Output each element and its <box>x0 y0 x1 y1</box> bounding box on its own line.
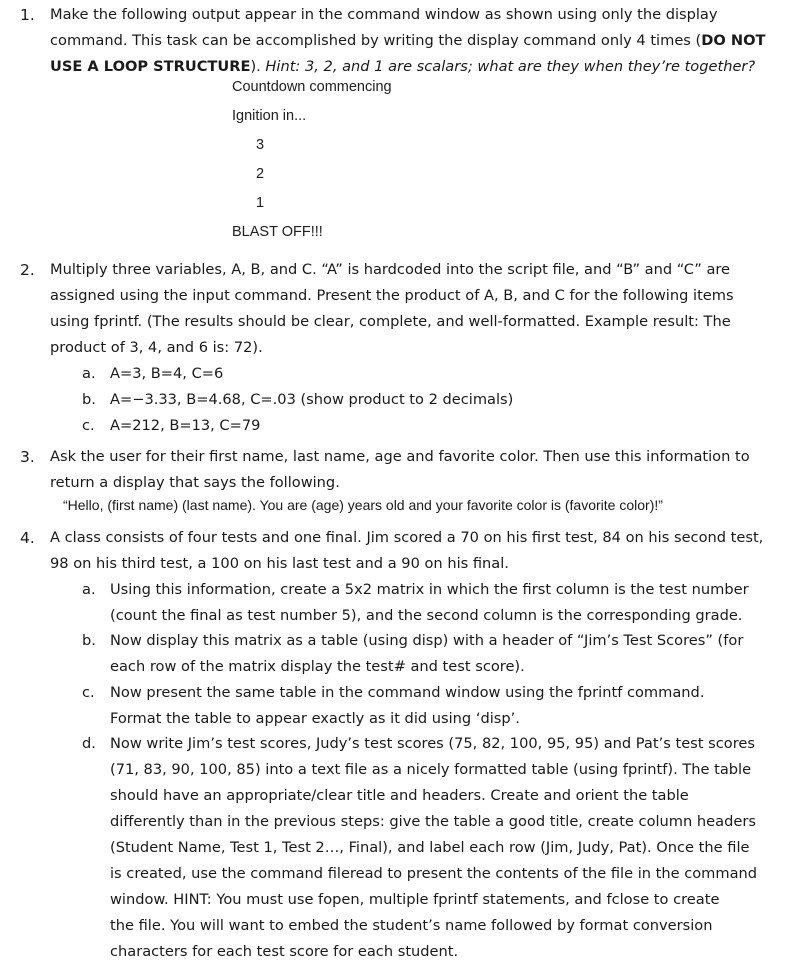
text-line: Now present the same table in the command window using the fprintf command. <box>110 684 705 701</box>
subitem-letter: a. <box>82 365 96 382</box>
subitem-letter: b. <box>82 632 96 649</box>
text-span: ). <box>250 58 261 75</box>
subitem-letter: a. <box>82 581 96 598</box>
countdown-line: Countdown commencing <box>232 79 392 95</box>
bold-text: USE A LOOP STRUCTURE <box>50 58 251 75</box>
question-text <box>50 525 785 577</box>
text-line: should have an appropriate/clear title and headers. Create and orient the table <box>110 787 689 804</box>
subitem-letter: c. <box>82 684 95 701</box>
question-number: 4. <box>20 529 35 547</box>
question-number: 1. <box>20 6 35 24</box>
text-line <box>50 28 785 54</box>
countdown-line: 3 <box>256 137 265 153</box>
countdown-line: 1 <box>256 195 265 211</box>
quote-text: “Hello, (first name) (last name). You are (age) years old and your favorite color is (favorite color)!” <box>63 497 663 513</box>
subitem-text <box>110 577 780 629</box>
text-line: (71, 83, 90, 100, 85) into a text file as a nicely formatted table (using fprintf). The table <box>110 761 752 778</box>
text-line: Now display this matrix as a table (using disp) with a header of “Jim’s Test Scores” (for <box>110 632 744 649</box>
text-line: assigned using the input command. Present the product of A, B, and C for the following items <box>50 287 734 304</box>
text-line: Using this information, create a 5x2 matrix in which the first column is the test number <box>110 581 749 598</box>
text-line: (Student Name, Test 1, Test 2…, Final), and label each row (Jim, Judy, Pat). Once the file <box>110 839 750 856</box>
text-line: each row of the matrix display the test# and test score). <box>110 658 525 675</box>
text-line: using fprintf. (The results should be clear, complete, and well-formatted. Example result: The <box>50 313 731 330</box>
text-line: product of 3, 4, and 6 is: 72). <box>50 339 263 356</box>
subitem-text: A=−3.33, B=4.68, C=.03 (show product to 2 decimals) <box>110 391 514 408</box>
text-line: characters for each test score for each student. <box>110 943 459 960</box>
text-line <box>50 54 785 80</box>
text-line: Ask the user for their first name, last name, age and favorite color. Then use this information to <box>50 448 750 465</box>
subitem-letter: b. <box>82 391 96 408</box>
bold-text: DO NOT <box>701 32 766 49</box>
subitem-text: A=212, B=13, C=79 <box>110 417 261 434</box>
question-text <box>50 257 785 361</box>
subitem-text: A=3, B=4, C=6 <box>110 365 224 382</box>
question-text <box>50 2 785 80</box>
text-line: Now write Jim’s test scores, Judy’s test scores (75, 82, 100, 95, 95) and Pat’s test scores <box>110 735 755 752</box>
subitem-text <box>110 628 780 680</box>
subitem-text <box>110 680 780 732</box>
countdown-line: Ignition in... <box>232 108 307 124</box>
question-text <box>50 444 785 496</box>
subitem-letter: c. <box>82 417 95 434</box>
text-line: 98 on his third test, a 100 on his last test and a 90 on his final. <box>50 555 509 572</box>
hint-text: Hint: 3, 2, and 1 are scalars; what are they when they’re together? <box>265 58 756 75</box>
text-line: the file. You will want to embed the student’s name followed by format conversion <box>110 917 713 934</box>
text-line: A class consists of four tests and one final. Jim scored a 70 on his first test, 84 on his second test, <box>50 529 764 546</box>
text-line: return a display that says the following. <box>50 474 340 491</box>
text-line: differently than in the previous steps: give the table a good title, create column headers <box>110 813 756 830</box>
subitem-text <box>110 731 780 965</box>
text-line: (count the final as test number 5), and the second column is the corresponding grade. <box>110 607 743 624</box>
text-line: is created, use the command fileread to present the contents of the file in the command <box>110 865 758 882</box>
question-number: 2. <box>20 261 35 279</box>
text-line: window. HINT: You must use fopen, multiple fprintf statements, and fclose to create <box>110 891 720 908</box>
text-line: Format the table to appear exactly as it did using ‘disp’. <box>110 710 520 727</box>
subitem-letter: d. <box>82 735 96 752</box>
text-span: command. This task can be accomplished by writing the display command only 4 times ( <box>50 32 702 49</box>
countdown-line: BLAST OFF!!! <box>232 224 323 240</box>
question-number: 3. <box>20 448 35 466</box>
text-line: Multiply three variables, A, B, and C. “A” is hardcoded into the script file, and “B” and “C” are <box>50 261 731 278</box>
text-line: Make the following output appear in the command window as shown using only the display <box>50 6 718 23</box>
countdown-line: 2 <box>256 166 265 182</box>
